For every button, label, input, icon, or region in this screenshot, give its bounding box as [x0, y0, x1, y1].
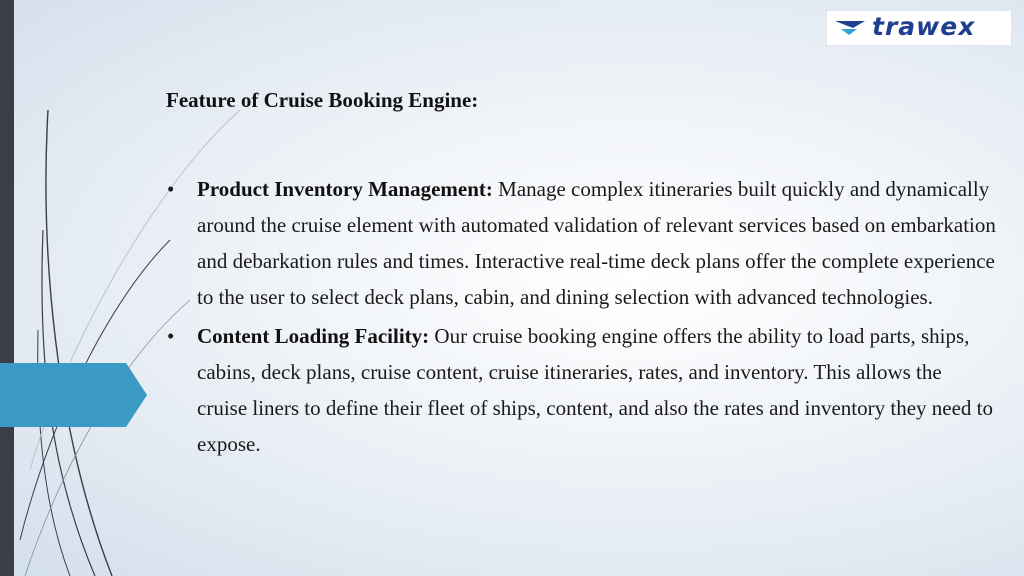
feature-description: Manage complex itineraries built quickly and dynamically around the cruise element with automated validation of relevant services based on embarkation and debarkation rules and times. Interactive real-time deck plans offer the complete experience to the user to select deck plans, cabin, and dining selection with advanced technologies.	[197, 177, 996, 309]
feature-list	[166, 171, 996, 462]
feature-item-content-loading	[166, 318, 996, 462]
feature-heading: Product Inventory Management:	[197, 177, 493, 201]
slide-title: Feature of Cruise Booking Engine:	[166, 88, 479, 112]
bullet-icon: •	[167, 324, 175, 348]
feature-heading: Content Loading Facility:	[197, 324, 430, 348]
left-sidebar-bar	[0, 0, 14, 576]
bullet-icon: •	[167, 177, 175, 201]
accent-arrow-tab	[0, 363, 147, 427]
logo-text: trawex	[872, 12, 976, 41]
logo-swoosh-icon	[835, 19, 867, 37]
feature-description: Our cruise booking engine offers the ability to load parts, ships, cabins, deck plans, cruise content, cruise itineraries, rates, and inventory. This allows the cruise liners to define their fleet of ships, content, and also the rates and inventory they need to expose.	[197, 324, 994, 456]
trawex-logo	[826, 10, 1012, 46]
feature-item-inventory	[166, 171, 996, 315]
